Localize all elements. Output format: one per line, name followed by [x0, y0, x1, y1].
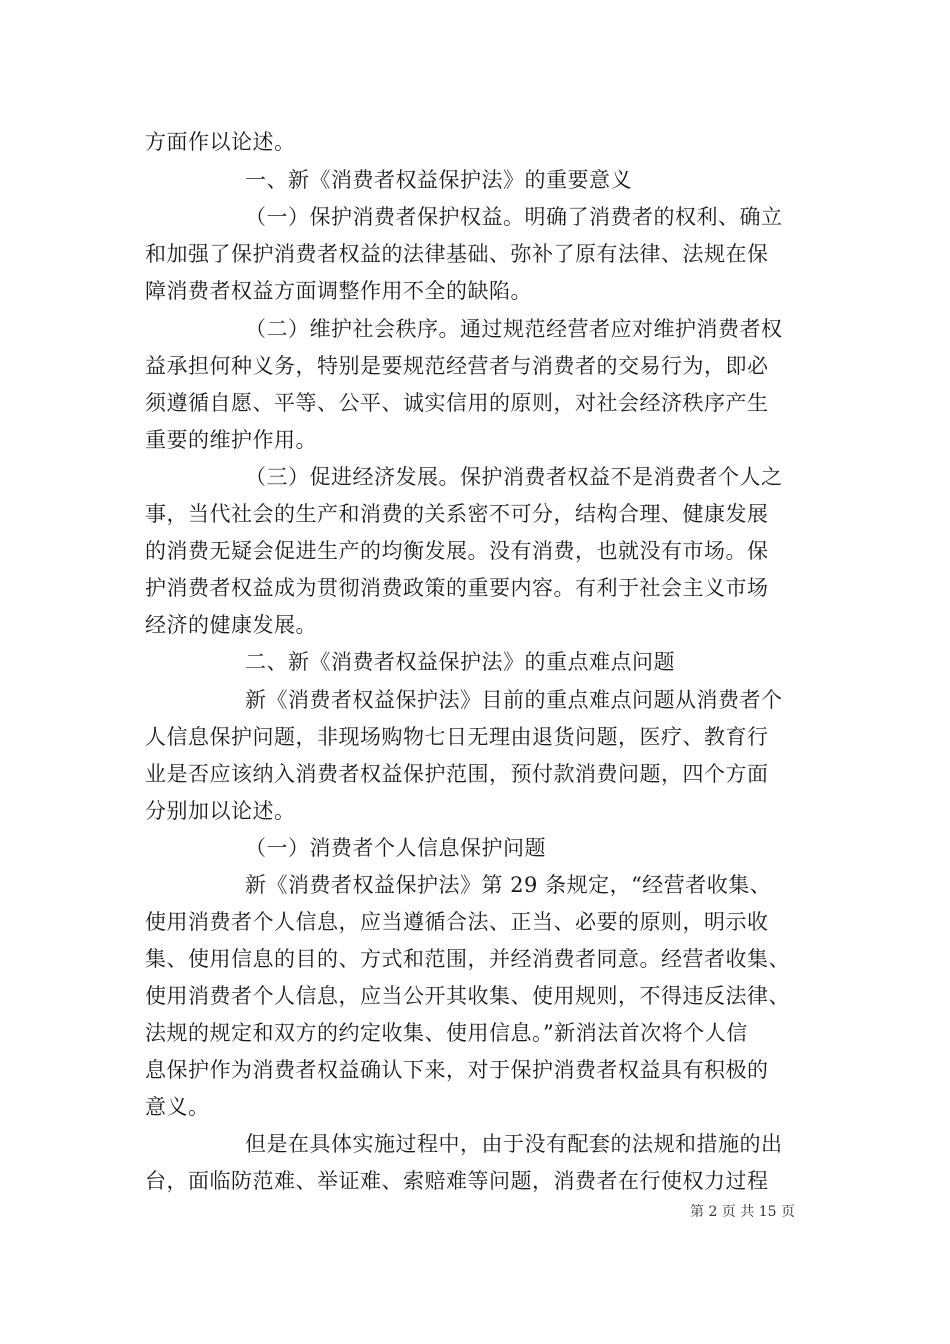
- text-line: 使用消费者个人信息，应当公开其收集、使用规则，不得违反法律、: [145, 984, 790, 1008]
- text-line: 新《消费者权益保护法》目前的重点难点问题从消费者个: [245, 688, 783, 712]
- text-line: 重要的维护作用。: [145, 428, 317, 452]
- text-line: 息保护作为消费者权益确认下来，对于保护消费者权益具有积极的: [145, 1058, 769, 1082]
- text-line: 业是否应该纳入消费者权益保护范围，预付款消费问题，四个方面: [145, 762, 769, 786]
- text-line: 护消费者权益成为贯彻消费政策的重要内容。有利于社会主义市场: [145, 576, 769, 600]
- text-line: 但是在具体实施过程中，由于没有配套的法规和措施的出: [245, 1132, 783, 1156]
- text-line: 分别加以论述。: [145, 799, 296, 823]
- text-line: 障消费者权益方面调整作用不全的缺陷。: [145, 279, 532, 303]
- section-heading: 二、新《消费者权益保护法》的重点难点问题: [245, 650, 675, 674]
- subsection-heading: （二）维护社会秩序。通过规范经营者应对维护消费者权: [245, 317, 783, 341]
- subsection-heading: （一）消费者个人信息保护问题: [245, 836, 546, 860]
- subsection-heading: （一）保护消费者保护权益。明确了消费者的权利、确立: [245, 205, 783, 229]
- text-line: 经济的健康发展。: [145, 613, 317, 637]
- text-line: 人信息保护问题，非现场购物七日无理由退货问题，医疗、教育行: [145, 725, 769, 749]
- text-line: 新《消费者权益保护法》第 29 条规定，“经营者收集、: [245, 873, 772, 897]
- section-heading: 一、新《消费者权益保护法》的重要意义: [245, 168, 632, 192]
- text-line: 的消费无疑会促进生产的均衡发展。没有消费，也就没有市场。保: [145, 539, 769, 563]
- text-line: 方面作以论述。: [145, 130, 296, 154]
- text-line: 益承担何种义务，特别是要规范经营者与消费者的交易行为，即必: [145, 354, 769, 378]
- text-line: 台，面临防范难、举证难、索赔难等问题，消费者在行使权力过程: [145, 1169, 769, 1193]
- text-line: 须遵循自愿、平等、公平、诚实信用的原则，对社会经济秩序产生: [145, 391, 769, 415]
- text-line: 和加强了保护消费者权益的法律基础、弥补了原有法律、法规在保: [145, 242, 769, 266]
- subsection-heading: （三）促进经济发展。保护消费者权益不是消费者个人之: [245, 465, 783, 489]
- page-number-footer: 第 2 页 共 15 页: [690, 1204, 795, 1220]
- text-line: 事，当代社会的生产和消费的关系密不可分，结构合理、健康发展: [145, 502, 769, 526]
- text-line: 集、使用信息的目的、方式和范围，并经消费者同意。经营者收集、: [145, 947, 790, 971]
- text-line: 意义。: [145, 1095, 210, 1119]
- text-line: 法规的规定和双方的约定收集、使用信息。”新消法首次将个人信: [145, 1021, 748, 1045]
- text-line: 使用消费者个人信息，应当遵循合法、正当、必要的原则，明示收: [145, 910, 769, 934]
